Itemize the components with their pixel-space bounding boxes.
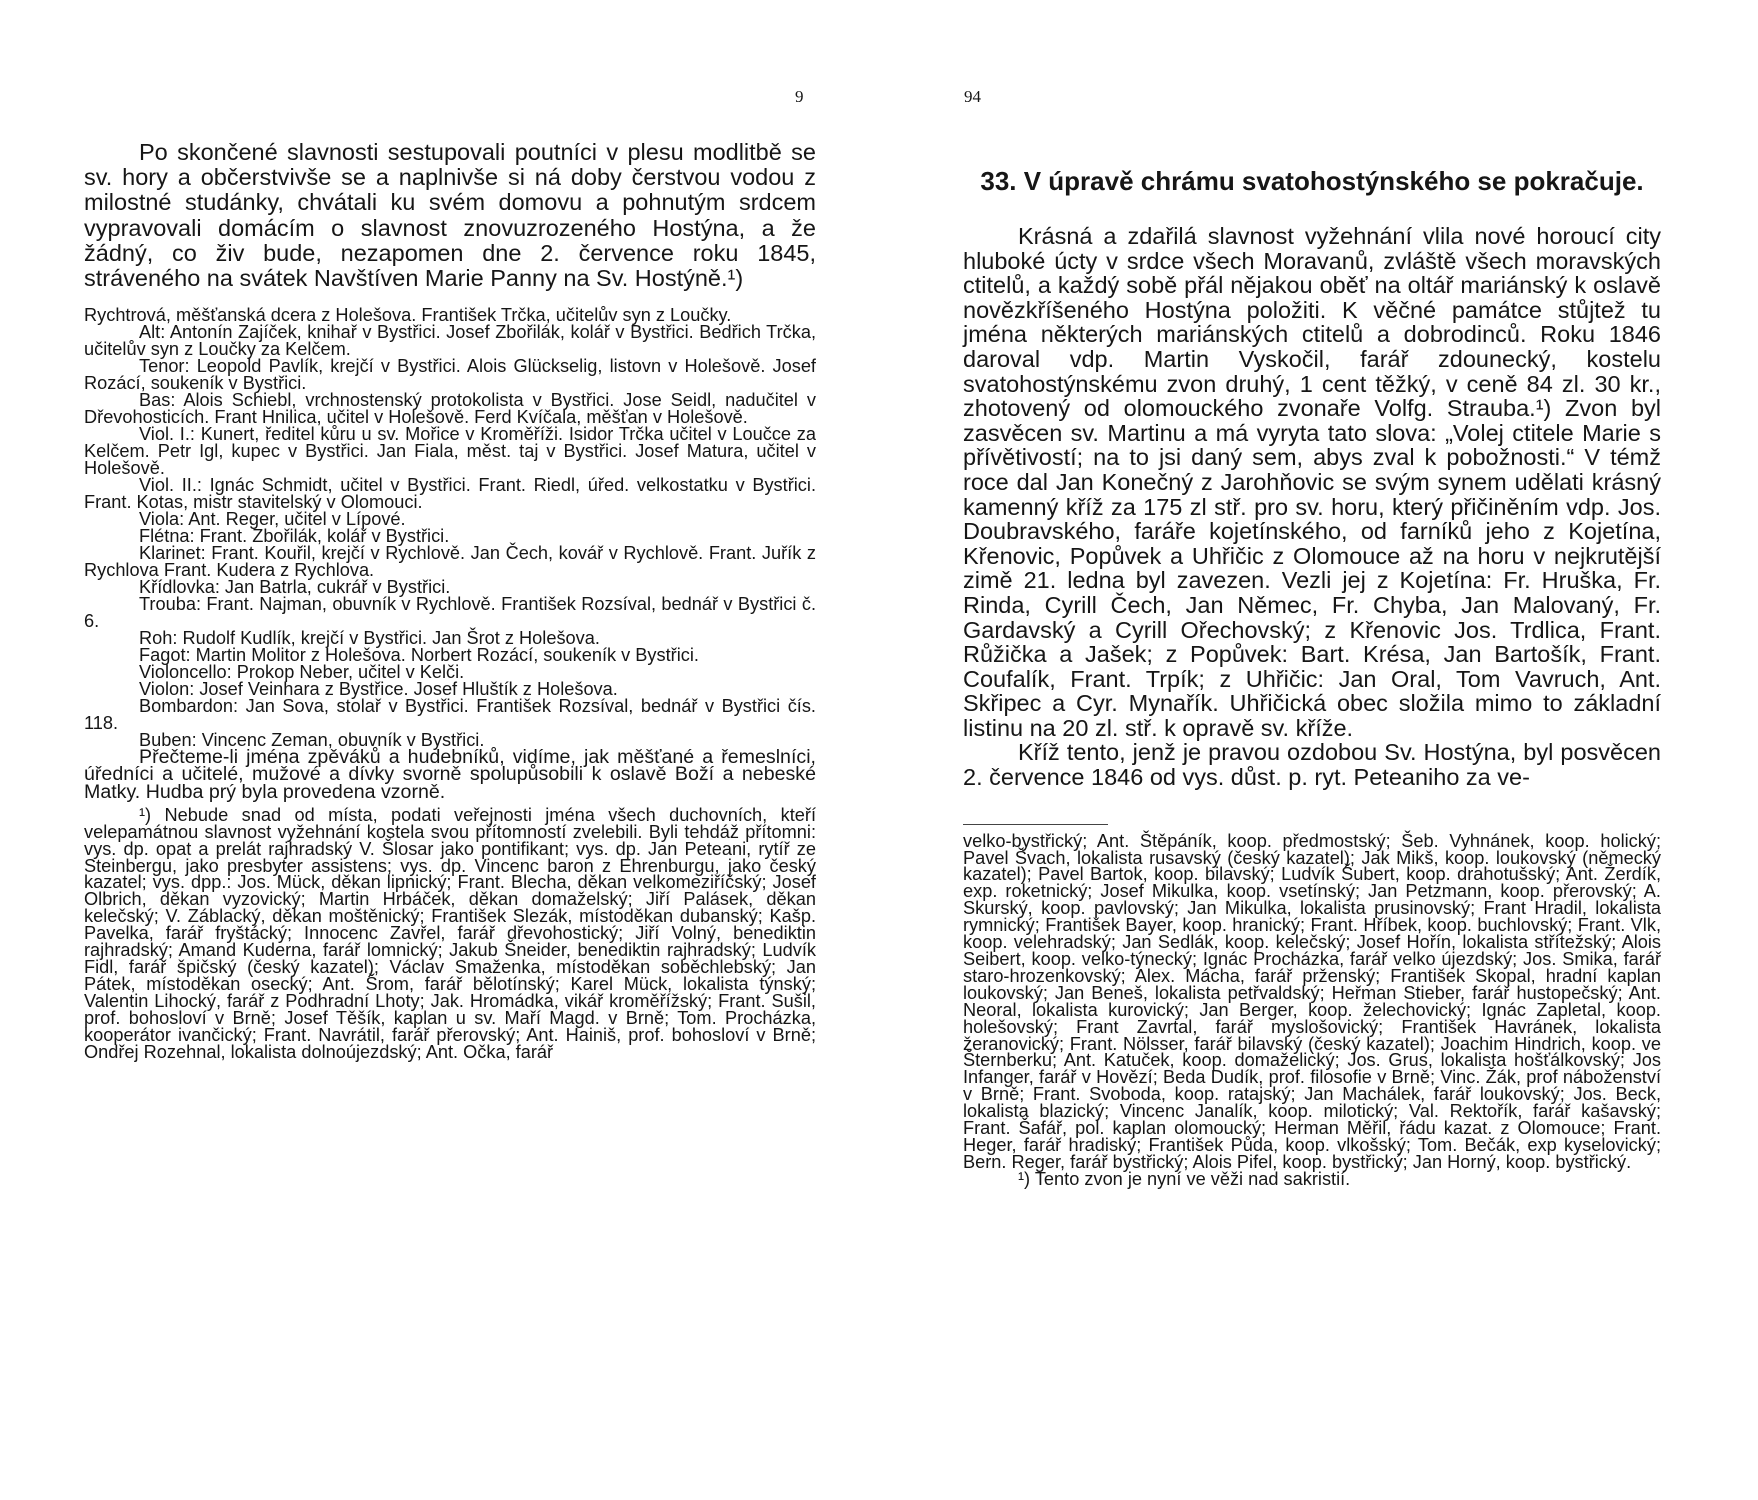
list-item: Fagot: Martin Molitor z Holešova. Norbert Rozácí, soukeník v Bystřici.: [139, 645, 699, 666]
list-item: Křídlovka: Jan Batrla, cukrář v Bystřici.: [139, 577, 451, 598]
body-paragraph: Krásná a zdařilá slavnost vyžehnání vlila nové horoucí city hluboké úcty v srdce všech Moravanů, zvláště všech moravských ctitelů, a každý sobě přál nějakou oběť na oltář mariánský k oslavě novězkříšeného Hostýna položiti. K věčné památce stůjtež tu jména některých mariánských ctitelů a dobrodinců. Roku 1846 daroval vdp. Martin Vyskočil, farář zdounecký, kostelu svatohostýnskému zvon druhý, 1 cent těžký, v ceně 84 zl. 30 kr., zhotovený od olomouckého zvonaře Volfg. Strauba.¹) Zvon byl zasvěcen sv. Martinu a má vyryta tato slova: „Volej ctitele Marie s přívětivostí; na to jsi daný sem, abys zval k pobožnosti.“ V témž roce dal Jan Konečný z Jarohňovic se svým synem udělati krásný kamenný kříž za 175 zl stř. pro sv. horu, který přičiněním vdp. Jos. Doubravského, faráře kojetínského, od farníků jeho z Kojetína, Křenovic, Popůvek a Uhřičic z Olomouce až na horu v nejkrutější zimě 21. ledna byl zavezen. Vezli jej z Kojetína: Fr. Hruška, Fr. Rinda, Cyrill Čech, Jan Němec, Fr. Chyba, Jan Malovaný, Fr. Gardavský a Cyrill Ořechovský; z Křenovic Jos. Trdlica, Frant. Růžička a Jašek; z Popůvek: Bart. Krésa, Jan Bartošík, Frant. Coufalík, Frant. Trpík; z Uhřičic: Jan Oral, Tom Vavruch, Ant. Skřipec a Cyr. Mynařík. Uhřičická obec složila mimo to základní listinu na 20 zl. stř. k opravě sv. kříže.: [963, 223, 1661, 741]
left-column: [84, 140, 816, 1060]
footnote: ¹) Nebude snad od místa, podati veřejnosti jména všech duchovních, kteří velepamátnou slavnost vyžehnání kostela svou přítomností zvelebili. Byli tehdáž přítomni: vys. dp. opat a prelát rajhradský V. Šlosar jako pontifikant; vys. dp. Jan Peteani, rytíř ze Steinbergu, jako presbyter assistens; vys. dp. Vincenc baron z Ehrenburgu, jako český kazatel; vys. dpp.: Jos. Mück, děkan lipnický; Frant. Blecha, děkan velkomeziříčský; Josef Olbrich, děkan vyzovický; Martin Hrbáček, děkan domaželský; Jiří Palásek, děkan kelečský; V. Záblacký, děkan moštěnický; František Slezák, místoděkan dubanský; Kašp. Pavelka, farář fryštácký; Innocenc Zavřel, farář dřevohostický; Jiří Volný, benediktin rajhradský; Amand Kuderna, farář lomnický; Jakub Šneider, benediktin rajhradský; Ludvík Fidl, farář špičský (český kazatel); Václav Smaženka, místoděkan soběchlebský; Jan Pátek, místoděkan osecký; Ant. Šrom, farář bělotínský; Karel Mück, lokalista týnský; Valentin Lihocký, farář z Podhradní Lhoty; Jak. Hromádka, vikář kroměřížský; Frant. Sušil, prof. bohosloví v Brně; Josef Těšík, kaplan u sv. Maří Magd. v Brně; Tom. Procházka, kooperátor ivančický; Frant. Navrátil, farář přerovský; Ant. Hainiš, prof. bohosloví v Brně; Ondřej Rozehnal, lokalista dolnoújezdský; Ant. Očka, farář: [84, 804, 816, 1062]
chapter-title: 33. V úpravě chrámu svatohostýnského se pokračuje.: [980, 166, 1644, 196]
list-item: Trouba: Frant. Najman, obuvník v Rychlově. František Rozsíval, bednář v Bystřici č. 6.: [84, 594, 816, 632]
footnote-divider: [963, 824, 1108, 825]
list-item: Violon: Josef Veinhara z Bystřice. Josef Hluštík z Holešova.: [139, 679, 618, 700]
list-item: Roh: Rudolf Kudlík, krejčí v Bystřici. Jan Šrot z Holešova.: [139, 628, 600, 649]
intro-paragraph: Po skončené slavnosti sestupovali poutníci v plesu modlitbě se sv. hory a občerstvivše se a naplnivše si ná doby čerstvou vodou z milostné studánky, chvátali ku svém domovu a pohnutým srdcem vypravovali domácím o slavnost znovuzrozeného Hostýna, a že žádný, co živ bude, nezapomen dne 2. července roku 1845, stráveného na svátek Navštíven Marie Panny na Sv. Hostýně.¹): [84, 139, 816, 292]
right-page-number: 94: [964, 87, 981, 106]
list-item: Viol. II.: Ignác Schmidt, učitel v Bystřici. Frant. Riedl, úřed. velkostatku v Bystřici. Frant. Kotas, mistr stavitelský v Olomouci.: [84, 475, 816, 513]
list-item: Klarinet: Frant. Kouřil, krejčí v Rychlově. Jan Čech, kovář v Rychlově. Frant. Juřík z Rychlova Frant. Kudera z Rychlova.: [84, 543, 816, 581]
footnote: ¹) Tento zvon je nyní ve věži nad sakristií.: [1018, 1168, 1351, 1189]
list-item: Flétna: Frant. Zbořilák, kolář v Bystřici.: [139, 526, 450, 547]
list-item: Bombardon: Jan Sova, stolař v Bystřici. František Rozsíval, bednář v Bystřici čís. 118.: [84, 696, 816, 734]
right-page: [879, 0, 1758, 1500]
list-item: Viola: Ant. Reger, učitel v Lípové.: [139, 509, 406, 530]
footnote-continuation: velko-bystřický; Ant. Štěpáník, koop. předmostský; Šeb. Vyhnánek, koop. holický; Pavel Švach, lokalista rusavský (český kazatel); Jak Mikš, koop. loukovský (německý kazatel); Pavel Bartok, koop. bilavský; Ludvík Šubert, koop. drahotušský; Ant. Žerdík, exp. roketnický; Josef Mikulka, koop. vsetínský; Jan Petzmann, koop. přerovský; A. Skurský, koop. pavlovský; Jan Mikulka, lokalista prusinovský; Frant Hradil, lokalista rymnický; František Bayer, koop. hranický; Frant. Hříbek, koop. buchlovský; Frant. Vlk, koop. velehradský; Jan Sedlák, koop. kelečský; Josef Hořín, lokalista střítežský; Alois Seibert, koop. velko-týnecký; Ignác Procházka, farář velko újezdský; Jos. Smika, farář staro-hrozenkovský; Alex. Mácha, farář prženský; František Skopal, hradní kaplan loukovský; Jan Beneš, lokalista petřvaldský; Heřman Stieber, farář hustopečský; Ant. Neoral, lokalista kurovický; Jan Berger, koop. želechovický; Ignác Zapletal, koop. holešovský; Frant Zavrtal, farář myslošovický; František Havránek, lokalista žeranovický; Frant. Nölsser, farář bilavský (český kazatel); Joachim Hindrich, koop. ve Šternberku; Ant. Katuček, koop. domaželický; Jos. Grus, lokalista hošťálkovský; Jos Infanger, farář v Hovězí; Beda Dudík, prof. filosofie v Brně; Vinc. Žák, prof náboženství v Brně; Frant. Svoboda, koop. ratajský; Jan Machálek, farář loukovský; Jos. Beck, lokalista blazický; Vincenc Janalík, koop. milotický; Val. Rektořík, farář kašavský; Frant. Šafář, pol. kaplan olomoucký; Herman Měřil, řádu kazat. z Olomouce; Frant. Heger, farář hradiský; František Půda, koop. vlkošský; Tom. Bečák, exp kyselovický; Bern. Reger, farář bystřický; Alois Pifel, koop. bystřický; Jan Horný, koop. bystřický.: [963, 830, 1661, 1172]
list-item: Bas: Alois Schiebl, vrchnostenský protokolista v Bystřici. Jose Seidl, nadučitel v Dřevohosticích. Frant Hnilica, učitel v Holešově. Ferd Kvíčala, měšťan v Holešově.: [84, 390, 816, 428]
list-item: Tenor: Leopold Pavlík, krejčí v Bystřici. Alois Glückselig, listovn v Holešově. Josef Rozácí, soukeník v Bystřici.: [84, 356, 816, 394]
list-item: Alt: Antonín Zajíček, knihař v Bystřici. Josef Zbořilák, kolář v Bystřici. Bedřich Trčka, učitelův syn z Loučky za Kelčem.: [84, 322, 816, 360]
right-column: [963, 168, 1661, 1188]
list-item: Violoncello: Prokop Neber, učitel v Kelči.: [139, 662, 465, 683]
left-page-number: 9: [795, 87, 804, 106]
list-item: Rychtrová, měšťanská dcera z Holešova. František Trčka, učitelův syn z Loučky.: [84, 305, 732, 326]
list-item: Viol. I.: Kunert, ředitel kůru u sv. Mořice v Kroměříži. Isidor Trčka učitel v Loučce za Kelčem. Petr Igl, kupec v Bystřici. Jan Fiala, měst. taj v Bystřici. Josef Matura, učitel v Holešově.: [84, 424, 816, 479]
closing-paragraph: Přečteme-li jména zpěváků a hudebníků, vidíme, jak měšťané a řemeslníci, úředníci a učitelé, mužové a dívky svorně spolupůsobili k oslavě Boží a nebeské Matky. Hudba prý byla provedena vzorně.: [84, 746, 816, 803]
body-paragraph: Kříž tento, jenž je pravou ozdobou Sv. Hostýna, byl posvěcen 2. července 1846 od vys. důst. p. ryt. Peteaniho za ve-: [963, 739, 1661, 791]
list-item: Buben: Vincenc Zeman, obuvník v Bystřici.: [139, 730, 485, 751]
members-list: [84, 307, 816, 749]
